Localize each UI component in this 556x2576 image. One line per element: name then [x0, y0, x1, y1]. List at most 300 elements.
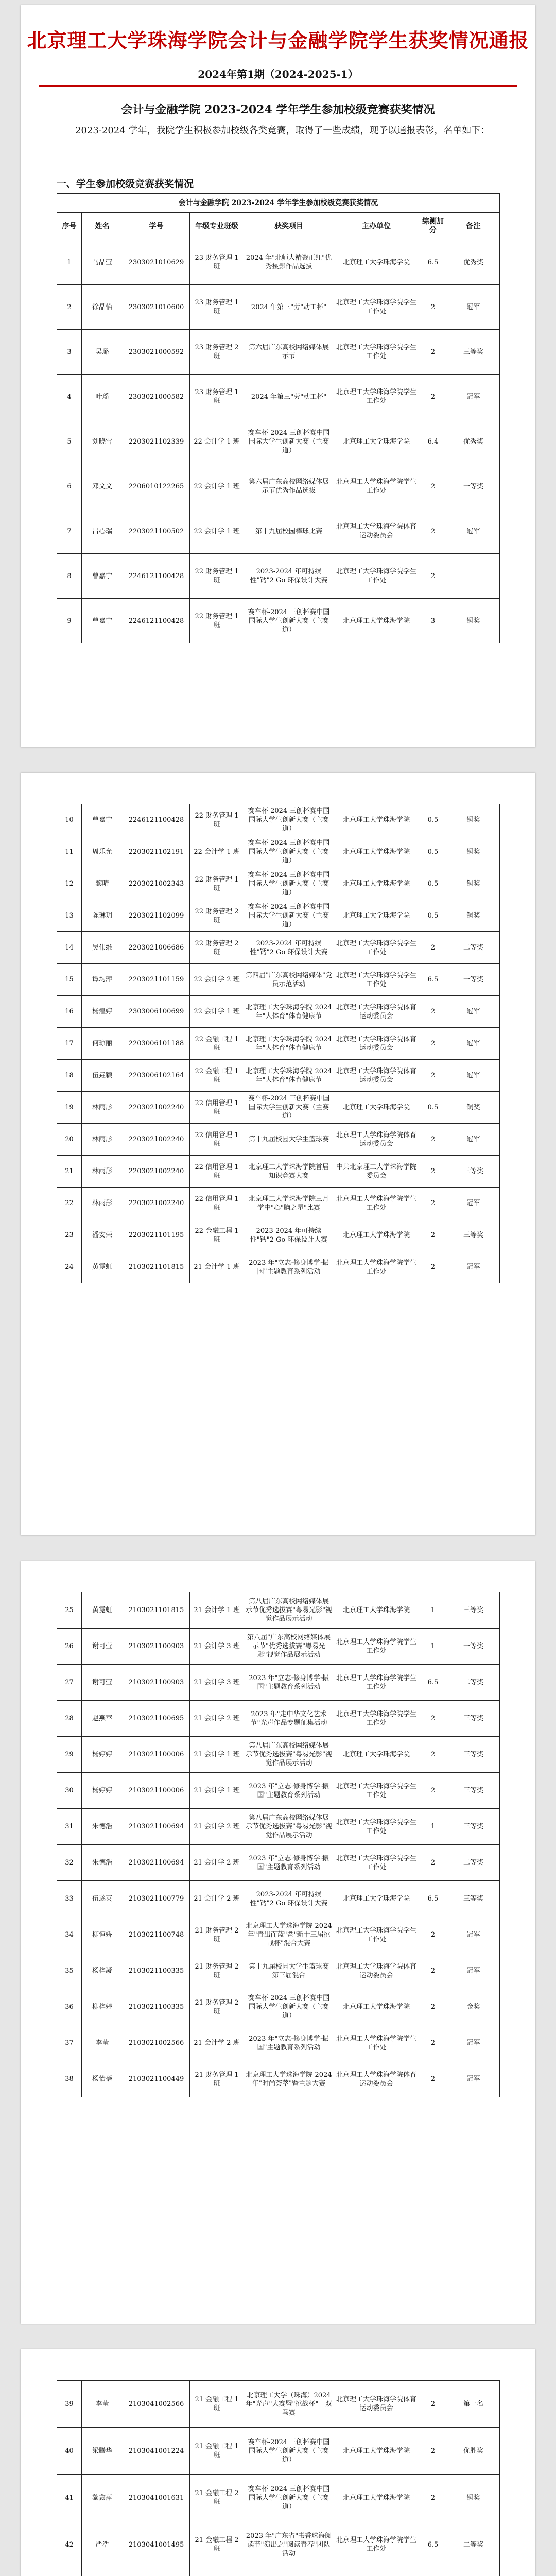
cell-student-id: 2103021100006 [123, 1773, 190, 1809]
cell-award: 2023 年"立志·修身博学·振国"主题教育系列活动 [244, 1845, 334, 1881]
cell-student-id: 2203006101188 [123, 1028, 190, 1060]
table-row [57, 240, 500, 285]
cell-organizer: 北京理工大学珠海学院学生工作处 [334, 932, 419, 964]
table-row [57, 1809, 500, 1845]
cell-organizer: 北京理工大学珠海学院 [334, 1092, 419, 1124]
cell-remark: 一等奖 [447, 1629, 500, 1665]
table-row [57, 836, 500, 868]
cell-name: 杨煌婷 [82, 996, 123, 1028]
cell-award: 第八届广东高校网络媒体展示节优秀选拔赛"粤易光影"视觉作品展示活动 [244, 1592, 334, 1629]
table-row [57, 932, 500, 964]
header-student-id: 学号 [123, 213, 190, 240]
table-row [57, 2381, 500, 2428]
cell-points: 2 [419, 2061, 447, 2097]
cell-class: 21 会计学 1 班 [190, 1592, 244, 1629]
cell-award: 2023 年"广东省"书香珠海阅读节"演出之"阅读青春"团队活动 [244, 2521, 334, 2568]
cell-points: 2 [419, 2025, 447, 2061]
cell-index: 29 [57, 1737, 82, 1773]
table-row [57, 2428, 500, 2475]
cell-organizer: 北京理工大学珠海学院体育运动委员会 [334, 2061, 419, 2097]
intro-paragraph: 2023-2024 学年，我院学生积极参加校级各类竞赛，取得了一些成绩，现予以通报表彰，名单如下： [75, 125, 490, 136]
cell-organizer: 北京理工大学珠海学院 [334, 868, 419, 900]
cell-student-id: 2246121100428 [123, 554, 190, 599]
cell-remark: 第一名 [447, 2381, 500, 2428]
cell-remark: 冠军 [447, 2025, 500, 2061]
document-page-2 [21, 773, 535, 1535]
cell-organizer [334, 2568, 419, 2576]
table-row [57, 1592, 500, 1629]
cell-student-id: 2203021002240 [123, 1092, 190, 1124]
cell-class: 22 财务管理 1 班 [190, 804, 244, 836]
cell-name: 林雨彤 [82, 1124, 123, 1156]
cell-points: 2 [419, 1060, 447, 1092]
cell-class: 22 会计学 1 班 [190, 509, 244, 554]
cell-points: 2 [419, 1953, 447, 1989]
cell-student-id: 2103021100903 [123, 1629, 190, 1665]
cell-class: 23 财务管理 1 班 [190, 375, 244, 419]
cell-class: 22 会计学 2 班 [190, 964, 244, 996]
cell-organizer: 北京理工大学珠海学院 [334, 2428, 419, 2475]
cell-name: 严浩 [82, 2521, 123, 2568]
cell-class: 21 会计学 2 班 [190, 1845, 244, 1881]
cell-points: 6.5 [419, 1665, 447, 1701]
cell-organizer: 北京理工大学珠海学院 [334, 836, 419, 868]
cell-student-id: 2303021010600 [123, 285, 190, 330]
cell-student-id: 2246121100428 [123, 804, 190, 836]
cell-award: 北京理工大学珠海学院三月学中"心"脑之星"比赛 [244, 1188, 334, 1219]
cell-index: 32 [57, 1845, 82, 1881]
cell-index: 6 [57, 464, 82, 509]
cell-name: 杨怡蓓 [82, 2061, 123, 2097]
cell-index: 27 [57, 1665, 82, 1701]
cell-organizer: 北京理工大学珠海学院学生工作处 [334, 1917, 419, 1953]
cell-student-id: 2203006102164 [123, 1060, 190, 1092]
cell-organizer: 北京理工大学珠海学院学生工作处 [334, 1629, 419, 1665]
cell-class: 21 会计学 1 班 [190, 1773, 244, 1809]
cell-organizer: 北京理工大学珠海学院 [334, 599, 419, 643]
cell-points: 1 [419, 1629, 447, 1665]
cell-index: 39 [57, 2381, 82, 2428]
cell-index: 3 [57, 330, 82, 375]
cell-name: 谢可莹 [82, 1629, 123, 1665]
cell-index: 16 [57, 996, 82, 1028]
cell-organizer: 北京理工大学珠海学院 [334, 240, 419, 285]
cell-points: 6.5 [419, 2521, 447, 2568]
cell-class: 21 金融工程 2 班 [190, 2475, 244, 2521]
table-row [57, 375, 500, 419]
cell-name: 谢可莹 [82, 1665, 123, 1701]
cell-index: 38 [57, 2061, 82, 2097]
cell-index: 5 [57, 419, 82, 464]
cell-award: 赛车杯-2024 三创杯赛中国国际大学生创新大赛（主赛道） [244, 2428, 334, 2475]
table-row [57, 509, 500, 554]
cell-organizer: 北京理工大学珠海学院体育运动委员会 [334, 509, 419, 554]
cell-points: 2 [419, 2428, 447, 2475]
cell-award: 赛车杯-2024 三创杯赛中国国际大学生创新大赛（主赛道） [244, 1989, 334, 2025]
cell-name: 曹嘉宁 [82, 599, 123, 643]
cell-class: 21 财务管理 2 班 [190, 1917, 244, 1953]
cell-index: 41 [57, 2475, 82, 2521]
cell-student-id: 2203021102191 [123, 836, 190, 868]
cell-student-id: 2203021002240 [123, 1156, 190, 1188]
cell-points: 2 [419, 1188, 447, 1219]
cell-index: 14 [57, 932, 82, 964]
cell-points: 2 [419, 1156, 447, 1188]
cell-class: 21 财务管理 2 班 [190, 1989, 244, 2025]
cell-points: 1 [419, 1809, 447, 1845]
cell-student-id: 2103041002566 [123, 2381, 190, 2428]
cell-name: 潘安荣 [82, 1219, 123, 1251]
cell-name: 叶瑶 [82, 375, 123, 419]
cell-student-id: 2203021100502 [123, 509, 190, 554]
cell-class: 23 财务管理 2 班 [190, 330, 244, 375]
cell-name: 徐晶怡 [82, 285, 123, 330]
cell-remark: 金奖 [447, 1989, 500, 2025]
table-caption: 会计与金融学院 2023-2024 学年学生参加校级竞赛获奖情况 [57, 194, 500, 213]
cell-remark: 铜奖 [447, 836, 500, 868]
cell-name [82, 2568, 123, 2576]
cell-organizer: 北京理工大学珠海学院 [334, 1881, 419, 1917]
cell-student-id: 2103021100903 [123, 1665, 190, 1701]
cell-points: 2 [419, 1219, 447, 1251]
cell-remark: 冠军 [447, 1028, 500, 1060]
cell-name: 林雨彤 [82, 1092, 123, 1124]
header-remark: 备注 [447, 213, 500, 240]
cell-student-id: 2103021100694 [123, 1809, 190, 1845]
cell-class: 21 会计学 1 班 [190, 1737, 244, 1773]
cell-class: 22 金融工程 1 班 [190, 1060, 244, 1092]
cell-class: 22 财务管理 1 班 [190, 554, 244, 599]
cell-class: 21 会计学 2 班 [190, 1881, 244, 1917]
cell-index: 4 [57, 375, 82, 419]
cell-points: 2 [419, 996, 447, 1028]
table-row [57, 1124, 500, 1156]
table-row [57, 599, 500, 643]
cell-index: 25 [57, 1592, 82, 1629]
cell-student-id: 2103041001631 [123, 2475, 190, 2521]
table-row [57, 1701, 500, 1737]
cell-index: 11 [57, 836, 82, 868]
cell-student-id: 2103021100695 [123, 1701, 190, 1737]
cell-index: 40 [57, 2428, 82, 2475]
cell-award: 北京理工大学珠海学院首届知识竞赛大赛 [244, 1156, 334, 1188]
cell-remark: 冠军 [447, 509, 500, 554]
cell-points: 2 [419, 1701, 447, 1737]
cell-organizer: 北京理工大学珠海学院学生工作处 [334, 330, 419, 375]
cell-points: 2 [419, 1773, 447, 1809]
table-row [57, 1881, 500, 1917]
cell-remark: 冠军 [447, 1060, 500, 1092]
cell-class: 23 财务管理 1 班 [190, 285, 244, 330]
cell-class: 21 会计学 2 班 [190, 2025, 244, 2061]
cell-index: 8 [57, 554, 82, 599]
table-row [57, 464, 500, 509]
cell-award: 赛车杯-2024 三创杯赛中国国际大学生创新大赛（主赛道） [244, 836, 334, 868]
cell-award: 第六届广东高校网络媒体展示节 [244, 330, 334, 375]
cell-remark: 三等奖 [447, 1219, 500, 1251]
table-row [57, 2061, 500, 2097]
cell-index: 20 [57, 1124, 82, 1156]
cell-name: 马晶莹 [82, 240, 123, 285]
cell-remark: 三等奖 [447, 1701, 500, 1737]
cell-organizer: 北京理工大学珠海学院学生工作处 [334, 1701, 419, 1737]
cell-index [57, 2568, 82, 2576]
cell-name: 杨婷婷 [82, 1737, 123, 1773]
cell-organizer: 北京理工大学珠海学院 [334, 1737, 419, 1773]
cell-organizer: 北京理工大学珠海学院体育运动委员会 [334, 1124, 419, 1156]
header-organizer: 主办单位 [334, 213, 419, 240]
table-row [57, 1989, 500, 2025]
cell-name: 黄霓虹 [82, 1251, 123, 1283]
cell-name: 朱德浩 [82, 1845, 123, 1881]
cell-award: 北京理工大学珠海学院 2024 年"大体育"体育健康节 [244, 996, 334, 1028]
cell-points: 2 [419, 1845, 447, 1881]
cell-points: 0.5 [419, 900, 447, 932]
cell-name: 梁腾华 [82, 2428, 123, 2475]
cell-award: 2023-2024 年可持续性"钙"2 Go 环保设计大赛 [244, 1881, 334, 1917]
report-subtitle: 会计与金融学院 2023-2024 学年学生参加校级竞赛获奖情况 [121, 103, 435, 116]
cell-organizer: 北京理工大学珠海学院学生工作处 [334, 464, 419, 509]
cell-organizer: 北京理工大学珠海学院学生工作处 [334, 2521, 419, 2568]
cell-award: 第八届"广东高校网络媒体展示节"优秀选拔赛"粤易光影"视觉作品展示活动 [244, 1629, 334, 1665]
cell-organizer: 北京理工大学珠海学院 [334, 1592, 419, 1629]
header-divider [39, 85, 517, 87]
cell-award: 赛车杯-2024 三创杯赛中国国际大学生创新大赛（主赛道） [244, 599, 334, 643]
cell-award: 第十九届校园棒球比赛 [244, 509, 334, 554]
cell-points: 2 [419, 1124, 447, 1156]
table-row [57, 2025, 500, 2061]
cell-remark: 冠军 [447, 2061, 500, 2097]
cell-student-id: 2203021002343 [123, 868, 190, 900]
cell-index: 15 [57, 964, 82, 996]
cell-remark: 优胜奖 [447, 2428, 500, 2475]
cell-name: 李莹 [82, 2381, 123, 2428]
table-row [57, 330, 500, 375]
table-row [57, 1251, 500, 1283]
table-row [57, 2521, 500, 2568]
cell-remark: 三等奖 [447, 1809, 500, 1845]
cell-award: 北京理工大学珠海学院 2024 年"大体育"体育健康节 [244, 1060, 334, 1092]
cell-class: 22 财务管理 1 班 [190, 599, 244, 643]
cell-class: 22 信用管理 1 班 [190, 1188, 244, 1219]
cell-student-id: 2103021100006 [123, 1737, 190, 1773]
cell-organizer: 北京理工大学珠海学院学生工作处 [334, 2025, 419, 2061]
table-row [57, 1156, 500, 1188]
cell-points: 6.5 [419, 240, 447, 285]
cell-class: 23 财务管理 1 班 [190, 240, 244, 285]
cell-remark: 冠军 [447, 1124, 500, 1156]
cell-points: 2 [419, 1028, 447, 1060]
bulletin-title: 北京理工大学珠海学院会计与金融学院学生获奖情况通报 [27, 29, 529, 52]
cell-student-id: 2103021100449 [123, 2061, 190, 2097]
table-row [57, 1917, 500, 1953]
cell-points: 2 [419, 2475, 447, 2521]
cell-points: 2 [419, 932, 447, 964]
cell-award: 第六届广东高校网络媒体展示节优秀作品选拔 [244, 464, 334, 509]
cell-organizer: 北京理工大学珠海学院学生工作处 [334, 285, 419, 330]
table-row [57, 2568, 500, 2576]
cell-award: 第十九届校园大学生篮球赛 [244, 1124, 334, 1156]
cell-remark: 铜奖 [447, 804, 500, 836]
cell-index: 37 [57, 2025, 82, 2061]
cell-index: 31 [57, 1809, 82, 1845]
cell-index: 13 [57, 900, 82, 932]
cell-index: 24 [57, 1251, 82, 1283]
cell-class: 21 会计学 3 班 [190, 1665, 244, 1701]
cell-student-id: 2103021101815 [123, 1251, 190, 1283]
cell-points: 2 [419, 464, 447, 509]
cell-student-id: 2203021102339 [123, 419, 190, 464]
cell-index: 18 [57, 1060, 82, 1092]
cell-name: 何琼丽 [82, 1028, 123, 1060]
section-heading: 一、学生参加校级竞赛获奖情况 [57, 178, 194, 190]
cell-organizer: 北京理工大学珠海学院体育运动委员会 [334, 1060, 419, 1092]
cell-award: 北京理工大学珠海学院 2024 年"时尚荟萃"暨主题大赛 [244, 2061, 334, 2097]
cell-name: 李莹 [82, 2025, 123, 2061]
cell-student-id: 2103021100748 [123, 1917, 190, 1953]
awards-table-continued [57, 2380, 500, 2576]
cell-student-id: 2103041001495 [123, 2521, 190, 2568]
cell-name: 曹嘉宁 [82, 554, 123, 599]
cell-award: 2023 年"立志·修身博学·振国"主题教育系列活动 [244, 1773, 334, 1809]
cell-points: 2 [419, 1737, 447, 1773]
awards-table-continued [57, 804, 500, 1283]
cell-student-id: 2303021010629 [123, 240, 190, 285]
table-row [57, 285, 500, 330]
cell-name: 柳梓婷 [82, 1989, 123, 2025]
table-row [57, 1028, 500, 1060]
cell-remark: 二等奖 [447, 1845, 500, 1881]
cell-organizer: 北京理工大学珠海学院学生工作处 [334, 1773, 419, 1809]
cell-remark: 铜奖 [447, 1092, 500, 1124]
table-row [57, 1953, 500, 1989]
header-points: 综测加分 [419, 213, 447, 240]
table-row [57, 996, 500, 1028]
cell-award: 赛车杯-2024 三创杯赛中国国际大学生创新大赛（主赛道） [244, 868, 334, 900]
cell-index: 28 [57, 1701, 82, 1737]
cell-organizer: 北京理工大学珠海学院学生工作处 [334, 554, 419, 599]
cell-class: 22 会计学 1 班 [190, 996, 244, 1028]
cell-index: 19 [57, 1092, 82, 1124]
cell-remark: 三等奖 [447, 1156, 500, 1188]
cell-student-id: 2103021100779 [123, 1881, 190, 1917]
cell-name: 赵燕苹 [82, 1701, 123, 1737]
table-row [57, 1060, 500, 1092]
cell-points: 2 [419, 1917, 447, 1953]
cell-award: 2024 年第三"劳"动工杯" [244, 285, 334, 330]
table-row [57, 804, 500, 836]
cell-name: 吕心瑞 [82, 509, 123, 554]
cell-student-id: 2303021000582 [123, 375, 190, 419]
cell-student-id: 2103021100335 [123, 1953, 190, 1989]
table-row [57, 964, 500, 996]
cell-points: 0.5 [419, 1092, 447, 1124]
table-row [57, 1188, 500, 1219]
cell-organizer: 北京理工大学珠海学院体育运动委员会 [334, 1953, 419, 1989]
cell-points: 2 [419, 1251, 447, 1283]
cell-remark: 铜奖 [447, 2475, 500, 2521]
cell-index: 2 [57, 285, 82, 330]
cell-student-id [123, 2568, 190, 2576]
cell-remark: 三等奖 [447, 1737, 500, 1773]
table-row [57, 1665, 500, 1701]
cell-class: 22 财务管理 1 班 [190, 868, 244, 900]
cell-organizer: 北京理工大学珠海学院学生工作处 [334, 1809, 419, 1845]
cell-class: 21 会计学 2 班 [190, 1809, 244, 1845]
cell-organizer: 北京理工大学珠海学院学生工作处 [334, 375, 419, 419]
table-row [57, 554, 500, 599]
cell-award: 2023 年"立志·修身博学·振国"主题教育系列活动 [244, 2025, 334, 2061]
cell-organizer: 北京理工大学珠海学院 [334, 2475, 419, 2521]
cell-class: 21 会计学 3 班 [190, 1629, 244, 1665]
cell-remark: 三等奖 [447, 1592, 500, 1629]
cell-remark: 三等奖 [447, 1773, 500, 1809]
cell-name: 谭均萍 [82, 964, 123, 996]
cell-award: 2023 年"立志·修身博学·振国"主题教育系列活动 [244, 1665, 334, 1701]
cell-organizer: 北京理工大学珠海学院体育运动委员会 [334, 2381, 419, 2428]
cell-remark: 冠军 [447, 1251, 500, 1283]
issue-number: 2024年第1期（2024-2025-1） [198, 68, 358, 80]
cell-class: 21 财务管理 2 班 [190, 1953, 244, 1989]
cell-remark: 铜奖 [447, 599, 500, 643]
cell-name: 周乐允 [82, 836, 123, 868]
cell-name: 黎晴 [82, 868, 123, 900]
cell-award: 赛车杯-2024 三创杯赛中国国际大学生创新大赛（主赛道） [244, 2475, 334, 2521]
cell-points [419, 2568, 447, 2576]
cell-organizer: 北京理工大学珠海学院 [334, 419, 419, 464]
cell-student-id: 2103021002566 [123, 2025, 190, 2061]
table-row [57, 2475, 500, 2521]
header-award: 获奖项目 [244, 213, 334, 240]
cell-class: 21 财务管理 1 班 [190, 2061, 244, 2097]
cell-class: 21 金融工程 2 班 [190, 2521, 244, 2568]
cell-award: 2023-2024 年可持续性"钙"2 Go 环保设计大赛 [244, 1219, 334, 1251]
cell-student-id: 2203021006686 [123, 932, 190, 964]
table-row [57, 419, 500, 464]
cell-class: 22 金融工程 1 班 [190, 1219, 244, 1251]
cell-remark: 优秀奖 [447, 240, 500, 285]
table-row [57, 1773, 500, 1809]
cell-award: 2023 年"立志·修身博学·振国"主题教育系列活动 [244, 1251, 334, 1283]
document-page-4 [21, 2349, 535, 2576]
cell-points: 0.5 [419, 804, 447, 836]
cell-student-id: 2203021101195 [123, 1219, 190, 1251]
cell-class: 22 财务管理 2 班 [190, 900, 244, 932]
cell-name: 吴璐 [82, 330, 123, 375]
cell-points: 2 [419, 285, 447, 330]
table-row [57, 1629, 500, 1665]
cell-student-id: 2203021002240 [123, 1124, 190, 1156]
cell-name: 杨婷婷 [82, 1773, 123, 1809]
cell-remark: 二等奖 [447, 932, 500, 964]
cell-name: 吴伟维 [82, 932, 123, 964]
cell-remark: 冠军 [447, 1953, 500, 1989]
cell-organizer: 北京理工大学珠海学院学生工作处 [334, 964, 419, 996]
cell-points: 2 [419, 509, 447, 554]
header-class: 年级专业班级 [190, 213, 244, 240]
cell-organizer: 北京理工大学珠海学院体育运动委员会 [334, 996, 419, 1028]
cell-index: 36 [57, 1989, 82, 2025]
cell-class: 22 信用管理 1 班 [190, 1092, 244, 1124]
cell-award: 第八届广东高校网络媒体展示节优秀选拔赛"粤易光影"视觉作品展示活动 [244, 1737, 334, 1773]
cell-index: 34 [57, 1917, 82, 1953]
cell-class: 22 会计学 1 班 [190, 464, 244, 509]
cell-remark: 二等奖 [447, 1665, 500, 1701]
table-row [57, 1219, 500, 1251]
cell-organizer: 北京理工大学珠海学院 [334, 1219, 419, 1251]
cell-student-id: 2303006100699 [123, 996, 190, 1028]
cell-organizer: 北京理工大学珠海学院 [334, 1989, 419, 2025]
